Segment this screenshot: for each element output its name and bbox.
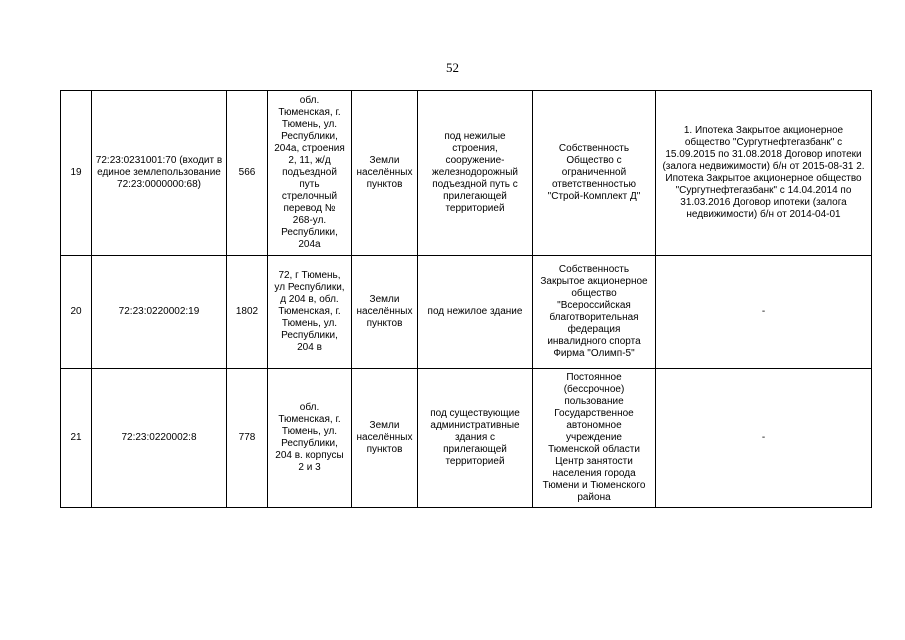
cell-text-line: Тюмень, ул.: [281, 426, 338, 437]
cell-text-line: Тюменская, г.: [278, 107, 341, 118]
cell-text-line: обл.: [299, 95, 320, 106]
cell-text-line: -: [761, 306, 766, 317]
cell-text-line: 15.09.2015 по 31.08.2018 Договор ипотеки: [665, 149, 862, 160]
cell-text-line: (бессрочное): [563, 384, 625, 395]
area-value: 1802: [227, 256, 268, 369]
cell-text-line: строения,: [452, 143, 498, 154]
encumbrance-cell: [656, 369, 872, 508]
cell-text-line: учреждение: [566, 432, 622, 443]
table-row: [61, 256, 872, 369]
permitted-use-cell: [418, 369, 533, 508]
cadastral-number: 72:23:0220002:8: [92, 369, 227, 508]
cell-text-line: благотворительная: [549, 312, 639, 323]
cell-text-line: населения города: [552, 468, 636, 479]
row-number: 21: [61, 369, 92, 508]
cell-text-line: железнодорожный: [432, 167, 518, 178]
cell-text-line: (залога недвижимости) б/н от 2015-08-31 2.: [662, 161, 865, 172]
cell-text-line: Центр занятости: [555, 456, 633, 467]
cell-text-line: "Строй-Комплект Д": [547, 191, 641, 202]
cell-text-line: Республики,: [281, 227, 338, 238]
area-value: 778: [227, 369, 268, 508]
cell-text-line: Собственность: [558, 264, 630, 275]
cell-text-line: Тюмени и Тюменского: [542, 480, 646, 491]
page-number: 52: [446, 60, 459, 75]
cadastral-number: 72:23:0220002:19: [92, 256, 227, 369]
cell-text-line: под существующие: [430, 408, 520, 419]
cell-text-line: 2, 11, ж/д: [288, 155, 331, 166]
land-registry-table: [60, 90, 872, 508]
cell-text-line: под нежилые: [444, 131, 506, 142]
cell-text-line: Общество с: [566, 155, 622, 166]
cell-text-line: населённых: [356, 167, 413, 178]
cell-text-line: общество "Сургутнефтегазбанк" с: [684, 137, 843, 148]
cell-text-line: Тюмень, ул.: [281, 119, 338, 130]
cell-text-line: Земли: [369, 155, 400, 166]
cell-text-line: общество: [571, 288, 617, 299]
permitted-use-cell: [418, 91, 533, 256]
cell-text-line: 204а, строения: [274, 143, 345, 154]
cell-text-line: 204 в. корпусы: [275, 450, 344, 461]
encumbrance-cell: [656, 256, 872, 369]
cell-text-line: территорией: [445, 456, 505, 467]
cell-text-line: ул Республики,: [274, 282, 345, 293]
cell-text-line: ограниченной: [561, 167, 627, 178]
cell-text-line: пользование: [564, 396, 624, 407]
cell-text-line: 1. Ипотека Закрытое акционерное: [683, 125, 844, 136]
cell-text-line: 72, г Тюмень,: [278, 270, 341, 281]
cell-text-line: населённых: [356, 306, 413, 317]
cell-text-line: д 204 в, обл.: [280, 294, 339, 305]
right-holder-cell: [533, 91, 656, 256]
cell-text-line: Тюменская, г.: [278, 306, 341, 317]
cell-text-line: Постоянное: [566, 372, 622, 383]
table-row: [61, 369, 872, 508]
cell-text-line: автономное: [566, 420, 622, 431]
cell-text-line: пунктов: [366, 179, 403, 190]
cell-text-line: населённых: [356, 432, 413, 443]
cell-text-line: административные: [430, 420, 520, 431]
cell-text-line: 268-ул.: [292, 215, 327, 226]
cell-text-line: -: [761, 432, 766, 443]
cell-text-line: Тюменская, г.: [278, 414, 341, 425]
cell-text-line: федерация: [567, 324, 621, 335]
land-category-cell: [352, 369, 418, 508]
right-holder-cell: [533, 256, 656, 369]
cell-text-line: территорией: [445, 203, 505, 214]
address-cell: [268, 256, 352, 369]
cell-text-line: Республики,: [281, 330, 338, 341]
cell-text-line: Республики,: [281, 438, 338, 449]
row-number: 20: [61, 256, 92, 369]
cell-text-line: обл.: [299, 402, 320, 413]
cell-text-line: здания с: [454, 432, 496, 443]
cell-text-line: недвижимости) б/н от 2014-04-01: [686, 209, 841, 220]
cell-text-line: подъездной: [282, 167, 337, 178]
cell-text-line: инвалидного спорта: [547, 336, 641, 347]
cell-text-line: Тюменской области: [548, 444, 640, 455]
encumbrance-cell: [656, 91, 872, 256]
table-row: [61, 91, 872, 256]
cadastral-number: 72:23:0231001:70 (входит в единое землепользование 72:23:0000000:68): [92, 91, 227, 256]
cell-text-line: Тюмень, ул.: [281, 318, 338, 329]
cell-text-line: 2 и 3: [298, 462, 321, 473]
cell-text-line: Ипотека Закрытое акционерное общество: [665, 173, 862, 184]
cell-text-line: под нежилое здание: [427, 306, 523, 317]
cell-text-line: подъездной путь с: [432, 179, 518, 190]
cell-text-line: прилегающей: [443, 191, 507, 202]
cell-text-line: прилегающей: [443, 444, 507, 455]
cell-text-line: "Сургутнефтегазбанк" с 14.04.2014 по: [675, 185, 852, 196]
cell-text-line: Земли: [369, 420, 400, 431]
cell-text-line: пунктов: [366, 444, 403, 455]
cell-text-line: Республики,: [281, 131, 338, 142]
cell-text-line: перевод №: [283, 203, 336, 214]
cell-text-line: стрелочный: [281, 191, 338, 202]
cell-text-line: пунктов: [366, 318, 403, 329]
area-value: 566: [227, 91, 268, 256]
cell-text-line: ответственностью: [551, 179, 637, 190]
cell-text-line: путь: [299, 179, 320, 190]
cell-text-line: района: [577, 492, 611, 503]
land-category-cell: [352, 256, 418, 369]
address-cell: [268, 369, 352, 508]
cell-text-line: сооружение-: [445, 155, 505, 166]
land-category-cell: [352, 91, 418, 256]
cell-text-line: Собственность: [558, 143, 630, 154]
cell-text-line: "Всероссийская: [557, 300, 631, 311]
cell-text-line: Фирма "Олимп-5": [553, 348, 635, 359]
cell-text-line: 204 в: [297, 342, 322, 353]
cell-text-line: Государственное: [554, 408, 634, 419]
cell-text-line: 31.03.2016 Договор ипотеки (залога: [680, 197, 847, 208]
cell-text-line: Земли: [369, 294, 400, 305]
permitted-use-cell: [418, 256, 533, 369]
cell-text-line: Закрытое акционерное: [540, 276, 648, 287]
right-holder-cell: [533, 369, 656, 508]
row-number: 19: [61, 91, 92, 256]
address-cell: [268, 91, 352, 256]
cell-text-line: 204а: [298, 239, 321, 250]
